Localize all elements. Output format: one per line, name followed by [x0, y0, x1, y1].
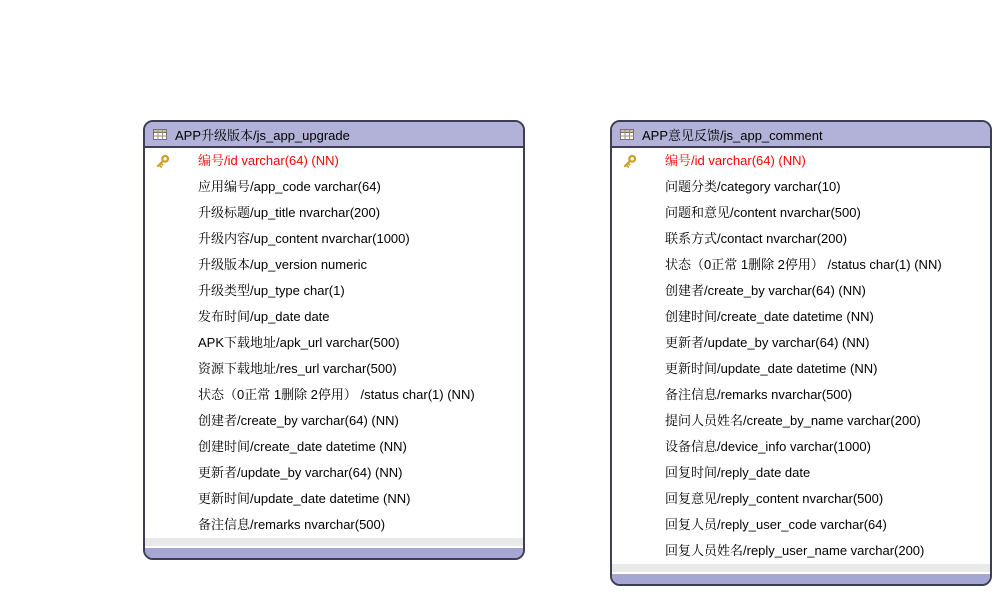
column-definition: 更新者/update_by varchar(64) (NN)	[665, 335, 870, 350]
column-definition: 回复人员姓名/reply_user_name varchar(200)	[665, 543, 925, 558]
entity-table-app-comment[interactable]	[610, 120, 992, 586]
table-row[interactable]	[145, 512, 523, 538]
column-definition: 创建者/create_by varchar(64) (NN)	[198, 413, 399, 428]
table-row[interactable]	[145, 408, 523, 434]
table-row[interactable]	[612, 174, 990, 200]
table-row[interactable]	[145, 356, 523, 382]
table-row[interactable]	[145, 486, 523, 512]
table-row[interactable]	[612, 382, 990, 408]
column-definition: APK下载地址/apk_url varchar(500)	[198, 335, 400, 350]
table-row[interactable]	[612, 252, 990, 278]
entity-title: APP意见反馈/js_app_comment	[642, 127, 823, 143]
table-row[interactable]	[612, 538, 990, 564]
entity-body	[612, 148, 990, 564]
column-definition: 发布时间/up_date date	[198, 309, 330, 324]
column-definition: 创建时间/create_date datetime (NN)	[198, 439, 407, 454]
column-definition: 创建时间/create_date datetime (NN)	[665, 309, 874, 324]
table-row[interactable]	[145, 252, 523, 278]
entity-table-app-upgrade[interactable]	[143, 120, 525, 560]
table-row[interactable]	[145, 330, 523, 356]
column-definition: 升级类型/up_type char(1)	[198, 283, 345, 298]
column-definition: 升级标题/up_title nvarchar(200)	[198, 205, 381, 220]
entity-body	[145, 148, 523, 538]
column-definition: 问题分类/category varchar(10)	[665, 179, 841, 194]
entity-header[interactable]	[145, 122, 523, 148]
table-row[interactable]	[612, 330, 990, 356]
primary-key-icon	[154, 153, 171, 170]
column-definition: 问题和意见/content nvarchar(500)	[665, 205, 861, 220]
table-row[interactable]	[612, 408, 990, 434]
table-row[interactable]	[612, 486, 990, 512]
column-definition: 状态（0正常 1删除 2停用） /status char(1) (NN)	[198, 387, 475, 402]
column-definition: 升级版本/up_version numeric	[198, 257, 368, 272]
column-definition: 升级内容/up_content nvarchar(1000)	[198, 231, 410, 246]
column-definition: 设备信息/device_info varchar(1000)	[665, 439, 871, 454]
table-row[interactable]	[145, 382, 523, 408]
column-definition: 应用编号/app_code varchar(64)	[198, 179, 381, 194]
column-definition: 回复人员/reply_user_code varchar(64)	[665, 517, 887, 532]
column-definition: 状态（0正常 1删除 2停用） /status char(1) (NN)	[665, 257, 942, 272]
column-definition: 提问人员姓名/create_by_name varchar(200)	[665, 413, 921, 428]
table-row[interactable]	[612, 200, 990, 226]
entity-bottom-strip	[145, 538, 523, 546]
entity-header[interactable]	[612, 122, 990, 148]
entity-footer-bar	[612, 574, 990, 584]
table-row[interactable]	[612, 148, 990, 174]
table-row[interactable]	[612, 278, 990, 304]
column-definition: 更新时间/update_date datetime (NN)	[665, 361, 878, 376]
table-row[interactable]	[145, 226, 523, 252]
table-row[interactable]	[145, 278, 523, 304]
table-row[interactable]	[145, 304, 523, 330]
column-definition: 资源下载地址/res_url varchar(500)	[198, 361, 397, 376]
column-definition: 联系方式/contact nvarchar(200)	[665, 231, 848, 246]
column-definition: 回复意见/reply_content nvarchar(500)	[665, 491, 884, 506]
table-icon	[620, 129, 634, 140]
column-definition: 更新时间/update_date datetime (NN)	[198, 491, 411, 506]
table-row[interactable]	[145, 434, 523, 460]
table-row[interactable]	[612, 460, 990, 486]
table-icon	[153, 129, 167, 140]
column-definition: 回复时间/reply_date date	[665, 465, 811, 480]
table-row[interactable]	[612, 434, 990, 460]
column-definition: 备注信息/remarks nvarchar(500)	[665, 387, 853, 402]
column-definition: 创建者/create_by varchar(64) (NN)	[665, 283, 866, 298]
entity-bottom-strip	[612, 564, 990, 572]
table-row[interactable]	[145, 460, 523, 486]
column-definition: 编号/id varchar(64) (NN)	[198, 153, 339, 168]
table-row[interactable]	[612, 226, 990, 252]
table-row[interactable]	[612, 304, 990, 330]
column-definition: 编号/id varchar(64) (NN)	[665, 153, 806, 168]
table-row[interactable]	[145, 174, 523, 200]
column-definition: 备注信息/remarks nvarchar(500)	[198, 517, 386, 532]
table-row[interactable]	[612, 512, 990, 538]
entity-footer-bar	[145, 548, 523, 558]
table-row[interactable]	[145, 148, 523, 174]
entity-title: APP升级版本/js_app_upgrade	[175, 127, 350, 143]
column-definition: 更新者/update_by varchar(64) (NN)	[198, 465, 403, 480]
table-row[interactable]	[612, 356, 990, 382]
primary-key-icon	[621, 153, 638, 170]
table-row[interactable]	[145, 200, 523, 226]
